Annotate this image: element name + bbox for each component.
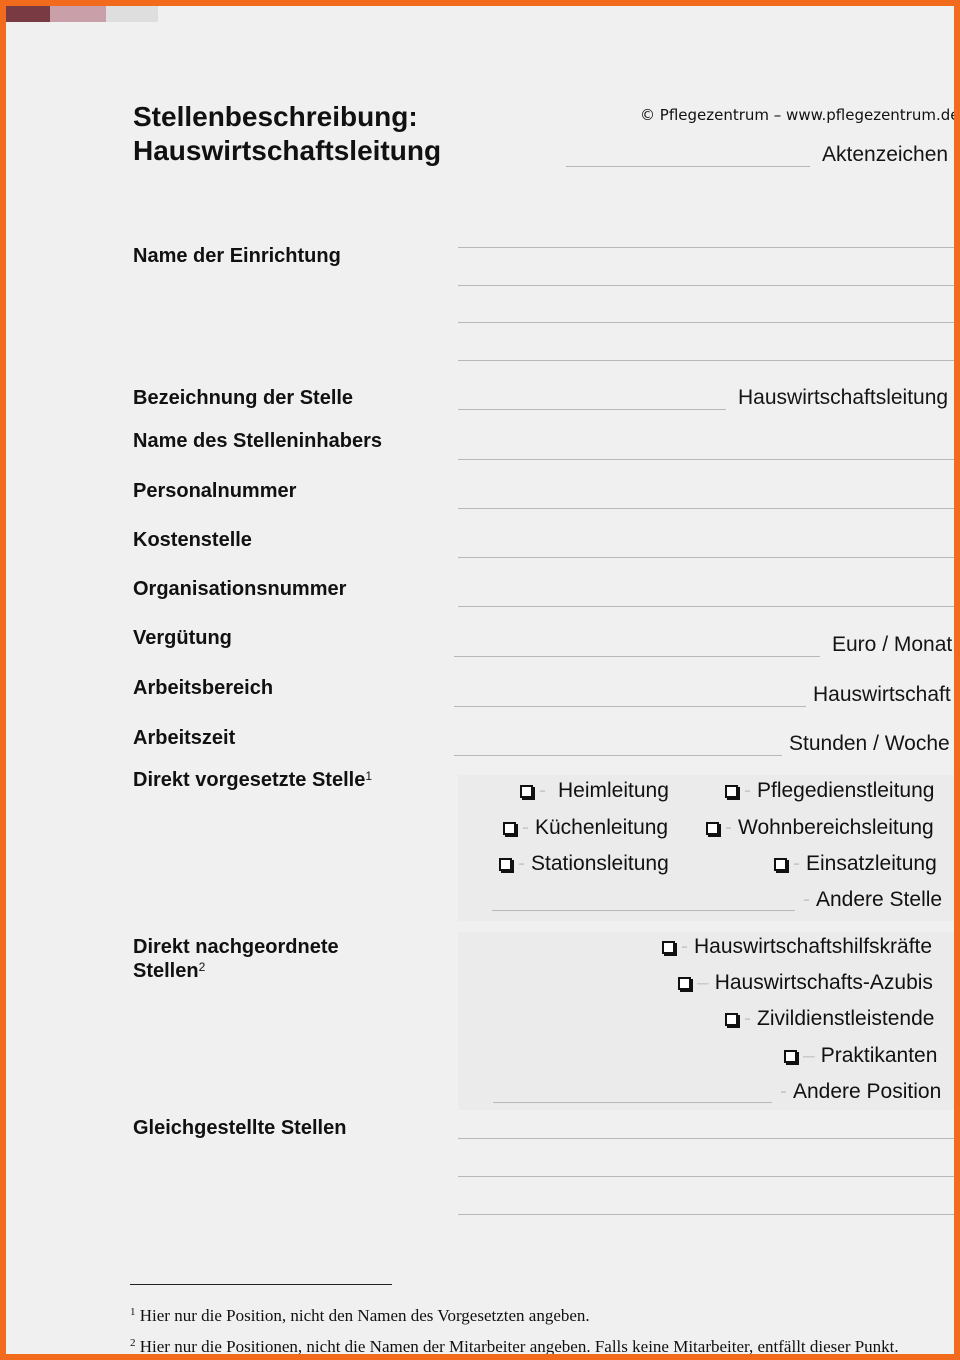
- checkbox-icon[interactable]: [725, 785, 738, 798]
- footnote-separator: [130, 1284, 392, 1285]
- option-hilfskraefte[interactable]: - Hauswirtschaftshilfskräfte: [662, 935, 932, 959]
- arbeitszeit-unit: Stunden / Woche: [789, 732, 950, 755]
- label-kostenstelle: Kostenstelle: [133, 529, 252, 551]
- option-kuechenleitung[interactable]: - Küchenleitung: [503, 816, 668, 840]
- option-pflegedienstleitung[interactable]: - Pflegedienstleitung: [725, 779, 934, 803]
- option-andere-position: - Andere Position: [780, 1080, 942, 1103]
- title-line-2: Hauswirtschaftsleitung: [133, 135, 442, 166]
- gleichgestellte-line-1[interactable]: [458, 1138, 954, 1139]
- aktenzeichen-label: Aktenzeichen: [822, 143, 949, 166]
- option-pflegedienstleitung-label: Pflegedienstleitung: [757, 779, 935, 802]
- option-einsatzleitung[interactable]: - Einsatzleitung: [774, 852, 937, 876]
- brand-color-bar-1: [6, 6, 50, 22]
- label-nachgeordnete-line2: Stellen: [133, 960, 199, 982]
- label-gleichgestellte: Gleichgestellte Stellen: [133, 1117, 347, 1139]
- option-andere-stelle: - Andere Stelle: [803, 888, 943, 911]
- arbeitsbereich-value: Hauswirtschaft: [813, 683, 951, 706]
- option-zivildienst-label: Zivildienstleistende: [757, 1007, 935, 1030]
- copyright-notice: © Pflegezentrum – www.pflegezentrum.de: [640, 106, 960, 124]
- bezeichnung-line[interactable]: [458, 409, 726, 410]
- checkbox-icon[interactable]: [784, 1050, 797, 1063]
- brand-color-bar-2: [50, 6, 106, 22]
- label-arbeitszeit: Arbeitszeit: [133, 727, 236, 749]
- option-zivildienst[interactable]: - Zivildienstleistende: [725, 1007, 934, 1031]
- label-vorgesetzte-text: Direkt vorgesetzte Stelle: [133, 769, 366, 791]
- checkbox-icon[interactable]: [774, 858, 787, 871]
- footnote-ref-2: 2: [198, 960, 206, 974]
- footnote-1: [130, 1306, 590, 1326]
- checkbox-icon[interactable]: [678, 977, 691, 990]
- option-praktikanten[interactable]: – Praktikanten: [784, 1044, 937, 1068]
- arbeitszeit-line[interactable]: [454, 755, 782, 756]
- checkbox-icon[interactable]: [499, 858, 512, 871]
- option-praktikanten-label: Praktikanten: [820, 1044, 938, 1067]
- footnote-2-text: Hier nur die Positionen, nicht die Namen der Mitarbeiter angeben. Falls keine Mitarbeiter, entfällt dieser Punkt.: [139, 1337, 899, 1356]
- checkbox-icon[interactable]: [725, 1013, 738, 1026]
- einrichtung-line-2[interactable]: [458, 285, 954, 286]
- footnote-2: [130, 1337, 954, 1357]
- option-wohnbereichsleitung[interactable]: - Wohnbereichsleitung: [706, 816, 934, 840]
- label-bezeichnung: Bezeichnung der Stelle: [133, 387, 354, 409]
- title-line-1: Stellenbeschreibung:: [133, 101, 418, 132]
- label-organisationsnummer: Organisationsnummer: [133, 578, 347, 600]
- option-heimleitung-label: Heimleitung: [558, 779, 669, 802]
- footnote-2-number: 2: [130, 1337, 136, 1349]
- label-einrichtung: Name der Einrichtung: [133, 245, 341, 267]
- label-verguetung: Vergütung: [133, 627, 232, 649]
- brand-color-bar-3: [106, 6, 158, 22]
- organisationsnummer-line[interactable]: [458, 606, 954, 607]
- andere-position-line[interactable]: [493, 1102, 772, 1103]
- option-kuechenleitung-label: Küchenleitung: [535, 816, 669, 839]
- page-title: [133, 100, 441, 168]
- stelleninhaber-line[interactable]: [458, 459, 954, 460]
- option-andere-stelle-label: Andere Stelle: [816, 888, 943, 911]
- label-nachgeordnete: [133, 935, 339, 983]
- einrichtung-line-3[interactable]: [458, 322, 954, 323]
- verguetung-line[interactable]: [454, 656, 820, 657]
- label-nachgeordnete-line1: Direkt nachgeordnete: [133, 936, 339, 958]
- option-heimleitung[interactable]: - Heimleitung: [520, 779, 669, 803]
- option-stationsleitung-label: Stationsleitung: [531, 852, 669, 875]
- footnote-1-number: 1: [130, 1306, 136, 1318]
- label-stelleninhaber: Name des Stelleninhabers: [133, 430, 382, 452]
- checkbox-icon[interactable]: [520, 785, 533, 798]
- checkbox-icon[interactable]: [662, 941, 675, 954]
- option-stationsleitung[interactable]: - Stationsleitung: [499, 852, 669, 876]
- footnote-1-text: Hier nur die Position, nicht den Namen des Vorgesetzten angeben.: [139, 1306, 590, 1325]
- arbeitsbereich-line[interactable]: [454, 706, 806, 707]
- option-wohnbereichsleitung-label: Wohnbereichsleitung: [738, 816, 934, 839]
- option-azubis-label: Hauswirtschafts-Azubis: [714, 971, 933, 994]
- personalnummer-line[interactable]: [458, 508, 954, 509]
- andere-stelle-line[interactable]: [492, 910, 795, 911]
- einrichtung-line-4[interactable]: [458, 360, 954, 361]
- kostenstelle-line[interactable]: [458, 557, 954, 558]
- label-arbeitsbereich: Arbeitsbereich: [133, 677, 274, 699]
- aktenzeichen-line[interactable]: [566, 166, 810, 167]
- label-personalnummer: Personalnummer: [133, 480, 297, 502]
- footnote-ref-1: 1: [365, 769, 373, 783]
- verguetung-unit: Euro / Monat: [832, 633, 953, 656]
- option-hilfskraefte-label: Hauswirtschaftshilfskräfte: [694, 935, 933, 958]
- bezeichnung-value: Hauswirtschaftsleitung: [738, 386, 949, 409]
- checkbox-icon[interactable]: [503, 822, 516, 835]
- option-azubis[interactable]: – Hauswirtschafts-Azubis: [678, 971, 933, 995]
- option-andere-position-label: Andere Position: [793, 1080, 942, 1103]
- label-vorgesetzte: [133, 768, 372, 792]
- gleichgestellte-line-3[interactable]: [458, 1214, 954, 1215]
- option-einsatzleitung-label: Einsatzleitung: [806, 852, 937, 875]
- einrichtung-line-1[interactable]: [458, 247, 954, 248]
- gleichgestellte-line-2[interactable]: [458, 1176, 954, 1177]
- checkbox-icon[interactable]: [706, 822, 719, 835]
